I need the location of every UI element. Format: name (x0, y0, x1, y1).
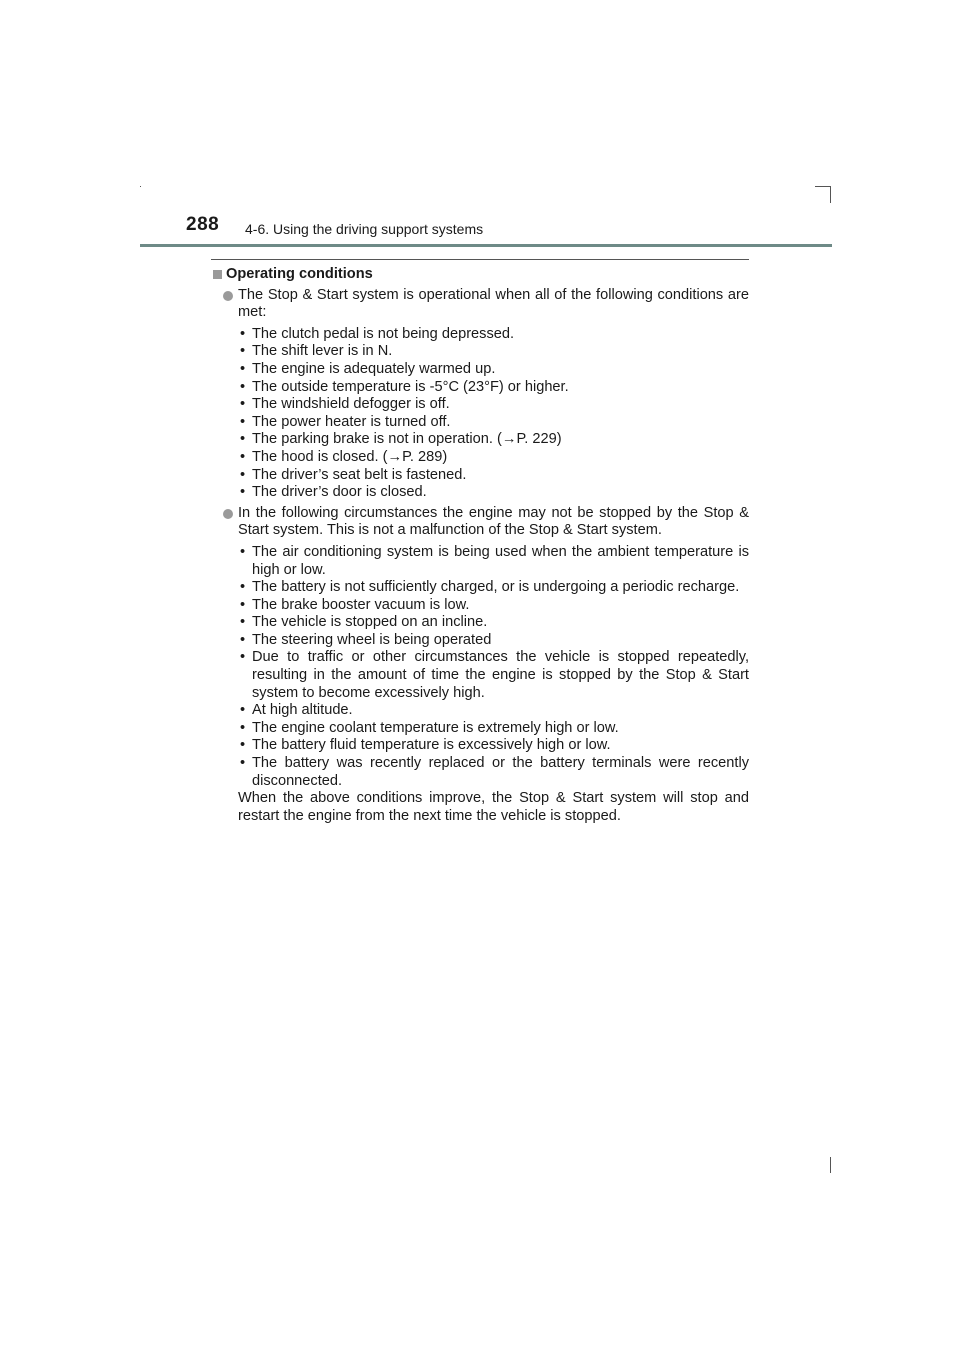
section-title: 4-6. Using the driving support systems (245, 221, 484, 237)
crop-mark-top-right-v (830, 186, 831, 203)
section-heading-text: Operating conditions (226, 266, 373, 282)
list-item (238, 755, 749, 790)
list-item (238, 737, 749, 755)
dot-bullet-icon: • (240, 448, 246, 465)
list-item-text: The battery fluid temperature is excessively high or low. (252, 737, 611, 754)
page-number: 288 (186, 214, 220, 235)
list-item-text: The power heater is turned off. (252, 413, 451, 430)
dot-bullet-icon: • (240, 466, 246, 483)
dot-bullet-icon: • (240, 431, 246, 448)
list-item (238, 467, 749, 485)
list-item (238, 361, 749, 379)
circle-bullet-icon (223, 291, 233, 301)
crop-mark-bottom-right (830, 1157, 831, 1173)
list-item (238, 326, 749, 344)
crop-mark-top-left (140, 186, 141, 187)
list-item-text: The outside temperature is -5°C (23°F) or higher. (252, 378, 569, 395)
list-item (238, 702, 749, 720)
list-item (238, 597, 749, 615)
list-item-text: The battery is not sufficiently charged, or is undergoing a periodic recharge. (252, 579, 740, 596)
dot-bullet-icon: • (240, 396, 246, 413)
list-item-text: At high altitude. (252, 702, 353, 719)
dot-bullet-icon: • (240, 378, 246, 395)
dot-bullet-icon: • (240, 649, 246, 666)
list-item-text: The battery was recently replaced or the battery terminals were recently disconnected. (252, 755, 749, 789)
list-item-text: The vehicle is stopped on an incline. (252, 614, 488, 631)
content-block (211, 266, 749, 825)
list-item (238, 343, 749, 361)
list-item (238, 614, 749, 632)
dot-bullet-icon: • (240, 631, 246, 648)
list-item-text: The driver’s seat belt is fastened. (252, 466, 467, 483)
list-item (238, 720, 749, 738)
list-item-text: The air conditioning system is being used when the ambient temperature is high or low. (252, 543, 749, 578)
header-rule (140, 244, 832, 247)
dot-bullet-icon: • (240, 737, 246, 754)
dot-bullet-icon: • (240, 579, 246, 596)
list-item-text: The driver’s door is closed. (252, 484, 427, 501)
list-item-text: The steering wheel is being operated (252, 631, 492, 648)
list-item (238, 379, 749, 397)
list-item-text: The windshield defogger is off. (252, 396, 450, 413)
condition-items (211, 544, 749, 790)
dot-bullet-icon: • (240, 484, 246, 501)
content-divider (211, 259, 749, 260)
condition-text: In the following circumstances the engine may not be stopped by the Stop & Start system. This is not a malfunction of the Stop & Start system. (238, 504, 749, 539)
crop-mark-top-right-h (815, 186, 831, 187)
dot-bullet-icon: • (240, 325, 246, 342)
list-item-text: The clutch pedal is not being depressed. (252, 325, 515, 342)
list-item-text: The hood is closed. (→P. 289) (252, 448, 448, 465)
dot-bullet-icon: • (240, 343, 246, 360)
list-item (238, 579, 749, 597)
dot-bullet-icon: • (240, 755, 246, 772)
list-item (238, 431, 749, 449)
list-item (238, 484, 749, 502)
circle-bullet-icon (223, 509, 233, 519)
closing-paragraph: When the above conditions improve, the Stop & Start system will stop and restart the engine from the next time the vehicle is stopped. (238, 790, 749, 824)
condition-items (211, 326, 749, 502)
list-item-text: The parking brake is not in operation. (→P. 229) (252, 431, 562, 448)
conditions-list (211, 287, 749, 791)
list-item (238, 649, 749, 702)
condition-group (211, 505, 749, 540)
section-heading (211, 266, 749, 284)
list-item (238, 632, 749, 650)
dot-bullet-icon: • (240, 719, 246, 736)
list-item-text: The shift lever is in N. (252, 343, 393, 360)
list-item-text: The brake booster vacuum is low. (252, 596, 470, 613)
list-item (238, 544, 749, 579)
list-item (238, 396, 749, 414)
dot-bullet-icon: • (240, 413, 246, 430)
list-item-text: Due to traffic or other circumstances the vehicle is stopped repeatedly, resulting in the amount of time the engine is stopped by the Stop & Start system to become excessively high. (252, 649, 749, 701)
dot-bullet-icon: • (240, 614, 246, 631)
condition-group (211, 287, 749, 322)
dot-bullet-icon: • (240, 543, 246, 560)
list-item-text: The engine coolant temperature is extremely high or low. (252, 719, 619, 736)
square-bullet-icon (213, 270, 222, 279)
list-item-text: The engine is adequately warmed up. (252, 360, 496, 377)
condition-text: The Stop & Start system is operational when all of the following conditions are met: (238, 286, 749, 321)
dot-bullet-icon: • (240, 360, 246, 377)
list-item (238, 449, 749, 467)
dot-bullet-icon: • (240, 702, 246, 719)
dot-bullet-icon: • (240, 596, 246, 613)
list-item (238, 414, 749, 432)
